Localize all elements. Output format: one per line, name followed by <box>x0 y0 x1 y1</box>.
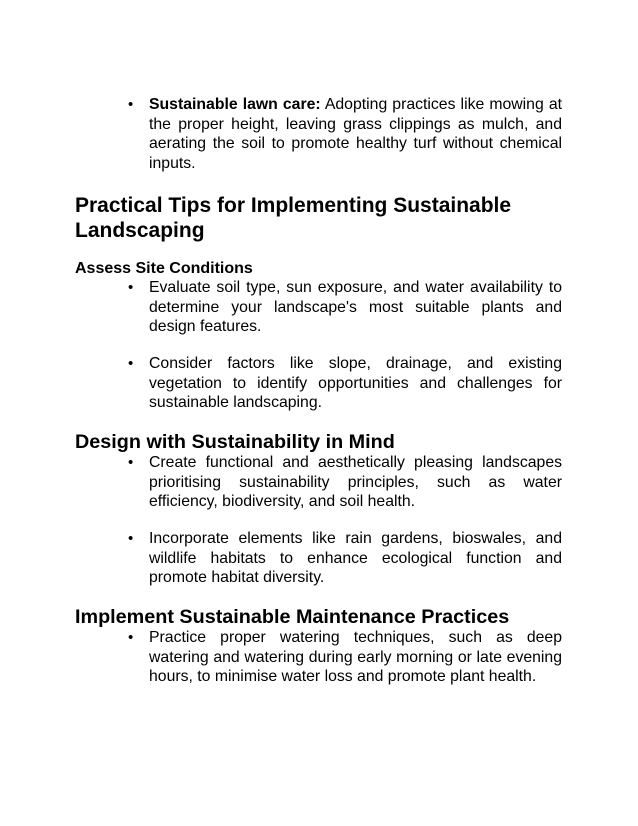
list-item-text: Create functional and aesthetically pleasing landscapes prioritising sustainability principles, such as water efficiency, biodiversity, and soil health. <box>149 454 562 511</box>
design-bullet-list <box>125 453 562 512</box>
list-item <box>125 95 562 173</box>
list-item-text: Adopting practices like mowing at the proper height, leaving grass clippings as mulch, and aerating the soil to promote healthy turf without chemical inputs. <box>149 96 562 172</box>
bullet-icon: • <box>128 355 134 372</box>
bullet-icon: • <box>128 629 134 646</box>
bullet-icon: • <box>128 530 134 547</box>
heading-design-with-sustainability: Design with Sustainability in Mind <box>75 431 395 453</box>
list-item <box>125 628 562 687</box>
list-item <box>125 529 562 588</box>
bullet-icon: • <box>128 279 134 296</box>
list-item-bold-label: Sustainable lawn care: <box>149 96 321 113</box>
design-bullet-list-2 <box>125 529 562 588</box>
section-title: Practical Tips for Implementing Sustainable Landscaping <box>75 194 512 242</box>
list-item <box>125 354 562 413</box>
list-item-text: Incorporate elements like rain gardens, bioswales, and wildlife habitats to enhance ecological function and promote habitat diversity. <box>149 530 562 587</box>
heading-assess-site-conditions: Assess Site Conditions <box>75 260 253 277</box>
list-item-text: Practice proper watering techniques, such as deep watering and watering during early morning or late evening hours, to minimise water loss and promote plant health. <box>149 629 562 686</box>
list-item-text: Evaluate soil type, sun exposure, and water availability to determine your landscape's most suitable plants and design features. <box>149 279 562 336</box>
heading-implement-maintenance: Implement Sustainable Maintenance Practices <box>75 606 510 628</box>
assess-bullet-list <box>125 278 562 337</box>
bullet-icon: • <box>128 454 134 471</box>
list-item-text: Consider factors like slope, drainage, and existing vegetation to identify opportunities and challenges for sustainable landscaping. <box>149 355 562 412</box>
assess-bullet-list-2 <box>125 354 562 413</box>
list-item <box>125 278 562 337</box>
bullet-icon: • <box>128 96 134 113</box>
list-item <box>125 453 562 512</box>
intro-bullet-list <box>125 95 562 173</box>
maintenance-bullet-list <box>125 628 562 687</box>
